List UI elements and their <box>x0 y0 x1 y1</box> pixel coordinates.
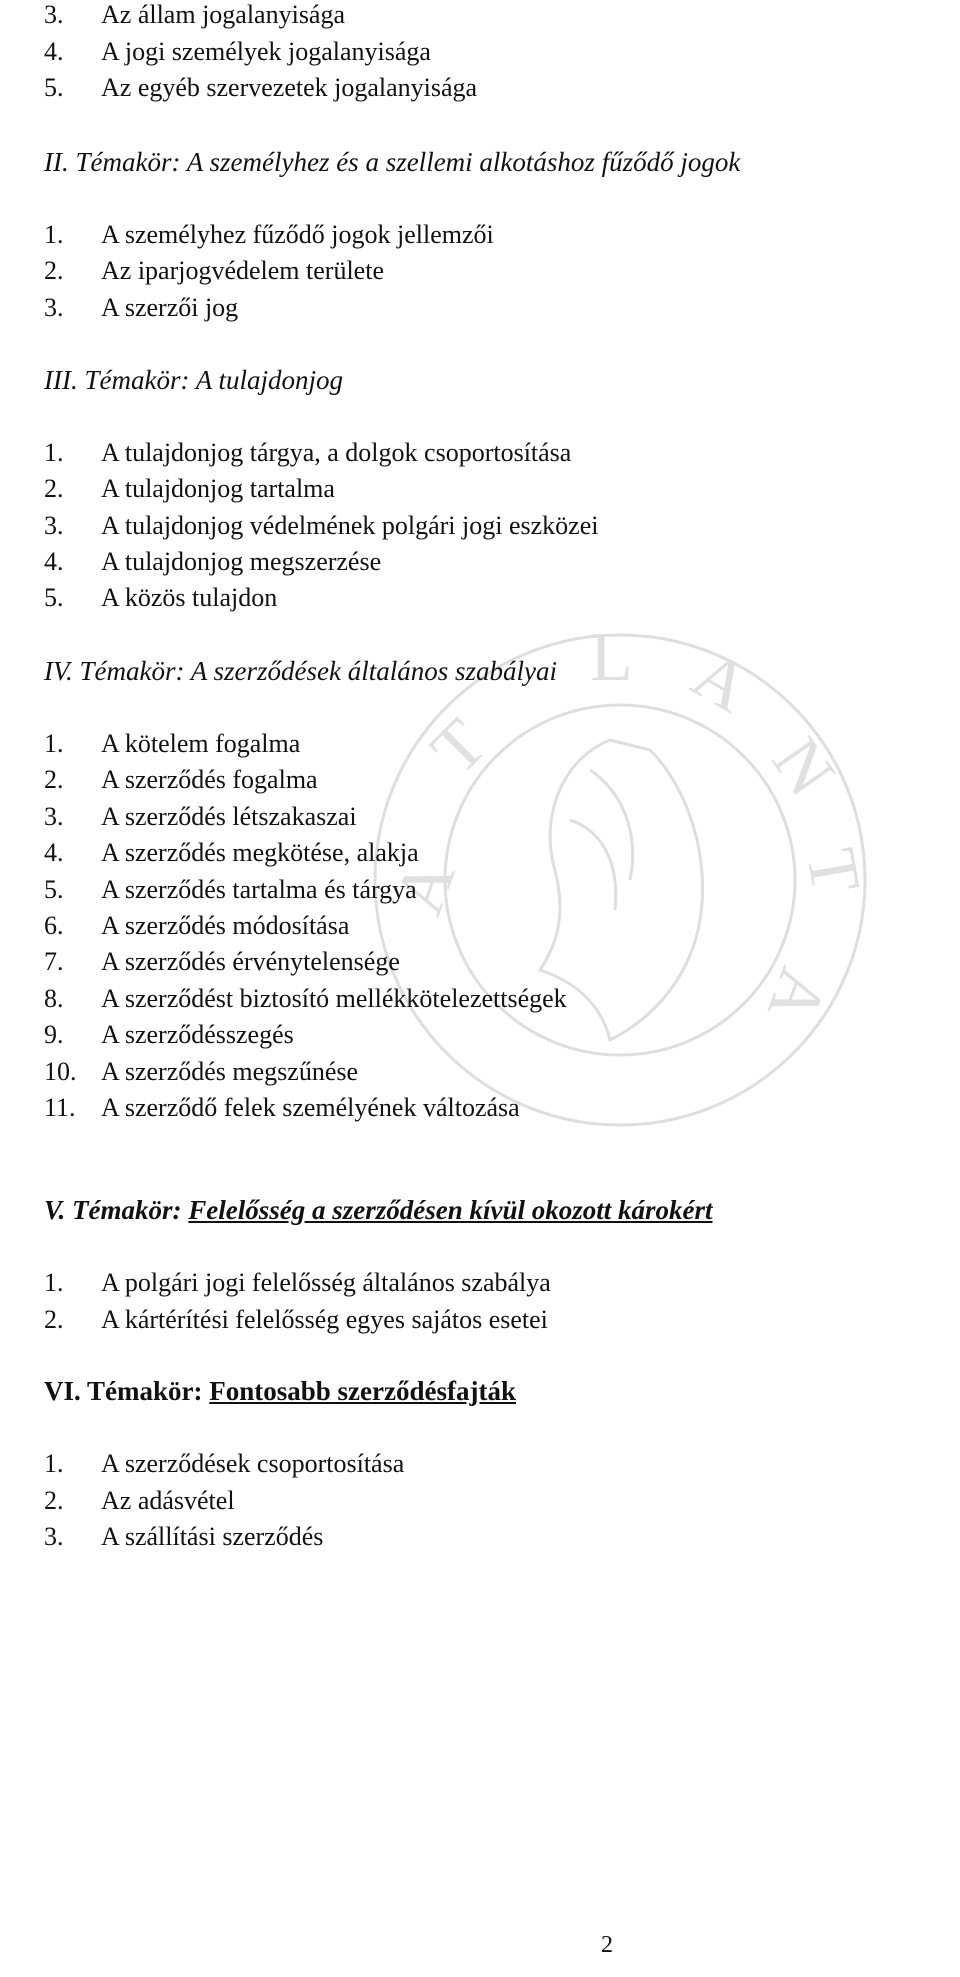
section-title: Fontosabb szerződésfajták <box>209 1376 516 1406</box>
section-heading <box>44 143 740 181</box>
list-item-number: 2. <box>44 474 64 504</box>
list-item-number: 3. <box>44 292 64 322</box>
section-heading <box>44 652 557 690</box>
list-item-number: 1. <box>44 1268 64 1297</box>
list-item-text: A szerződést biztosító mellékkötelezettségek <box>101 983 567 1013</box>
list-item-number: 9. <box>44 1020 64 1050</box>
section-title: A személyhez és a szellemi alkotáshoz fűződő jogok <box>186 147 741 177</box>
list-item-number: 4. <box>44 37 64 66</box>
list-item-number: 10. <box>44 1056 77 1086</box>
list-item-text: A tulajdonjog tartalma <box>101 474 335 504</box>
list-item-number: 2. <box>44 765 64 795</box>
list-item-text: A szerződés tartalma és tárgya <box>101 874 417 904</box>
atlanta-seal-watermark <box>360 620 880 1140</box>
list-item-text: A kötelem fogalma <box>101 729 301 758</box>
section-prefix: IV. Témakör: <box>44 656 185 686</box>
list-item-text: A tulajdonjog tárgya, a dolgok csoportosítása <box>101 438 572 467</box>
list-item-text: A szerződés létszakaszai <box>101 801 357 831</box>
section-prefix: II. Témakör: <box>44 147 181 177</box>
page-number: 2 <box>601 1932 613 1958</box>
list-item-text: A szerződésszegés <box>101 1020 294 1050</box>
svg-text:T: T <box>791 843 875 899</box>
list-item-number: 3. <box>44 0 64 29</box>
section-title: A tulajdonjog <box>195 365 343 395</box>
list-item-number: 3. <box>44 1522 64 1551</box>
list-item-text: Az állam jogalanyisága <box>101 0 346 29</box>
list-item-number: 4. <box>44 546 64 576</box>
svg-text:T: T <box>416 704 502 790</box>
list-item-number: 5. <box>44 874 64 904</box>
list-item-number: 2. <box>44 1304 64 1334</box>
section-heading <box>44 1372 516 1410</box>
list-item-text: A személyhez fűződő jogok jellemzői <box>101 220 494 249</box>
svg-text:N: N <box>757 724 850 810</box>
list-item-number: 2. <box>44 1485 64 1515</box>
list-item-number: 3. <box>44 510 64 540</box>
section-title: A szerződések általános szabályai <box>190 656 557 686</box>
section-prefix: VI. Témakör: <box>44 1376 203 1406</box>
list-item-number: 2. <box>44 256 64 286</box>
list-item-text: A szerződés megkötése, alakja <box>101 838 419 868</box>
list-item-number: 11. <box>44 1093 76 1122</box>
list-item-text: A szerződés érvénytelensége <box>101 947 400 977</box>
list-item-text: A szerződés megszűnése <box>101 1056 359 1086</box>
list-item-text: Az adásvétel <box>101 1485 235 1515</box>
list-item-number: 4. <box>44 838 64 868</box>
svg-text:A: A <box>752 958 842 1033</box>
section-title: Felelősség a szerződésen kívül okozott károkért <box>188 1195 713 1225</box>
list-item-number: 1. <box>44 220 64 249</box>
list-item-number: 1. <box>44 438 64 467</box>
svg-text:A: A <box>679 635 762 728</box>
list-item-number: 8. <box>44 983 64 1013</box>
list-item-text: A szerződés fogalma <box>101 765 318 795</box>
list-item-text: A szerződés módosítása <box>101 911 350 940</box>
list-item-number: 5. <box>44 583 64 613</box>
list-item-number: 3. <box>44 801 64 831</box>
list-item-text: Az egyéb szervezetek jogalanyisága <box>101 73 478 102</box>
list-item-number: 1. <box>44 1449 64 1478</box>
list-item-number: 6. <box>44 911 64 940</box>
section-heading <box>44 1191 713 1229</box>
section-prefix: III. Témakör: <box>44 365 190 395</box>
list-item-number: 7. <box>44 947 64 977</box>
list-item-text: A kártérítési felelősség egyes sajátos esetei <box>101 1304 548 1334</box>
section-heading <box>44 361 343 399</box>
list-item-text: A tulajdonjog megszerzése <box>101 546 382 576</box>
list-item-text: A szerzői jog <box>101 292 239 322</box>
list-item-text: A szállítási szerződés <box>101 1522 324 1551</box>
list-item-text: A jogi személyek jogalanyisága <box>101 37 431 66</box>
svg-text:A: A <box>380 850 471 924</box>
list-item-text: A polgári jogi felelősség általános szabálya <box>101 1268 551 1297</box>
section-prefix: V. Témakör: <box>44 1195 182 1225</box>
list-item-text: A szerződő felek személyének változása <box>101 1093 520 1122</box>
list-item-text: A szerződések csoportosítása <box>101 1449 405 1478</box>
list-item-text: A közös tulajdon <box>101 583 278 613</box>
list-item-number: 5. <box>44 73 64 102</box>
svg-text:L: L <box>590 620 633 696</box>
list-item-text: A tulajdonjog védelmének polgári jogi eszközei <box>101 510 599 540</box>
list-item-number: 1. <box>44 729 64 758</box>
list-item-text: Az iparjogvédelem területe <box>101 256 384 286</box>
